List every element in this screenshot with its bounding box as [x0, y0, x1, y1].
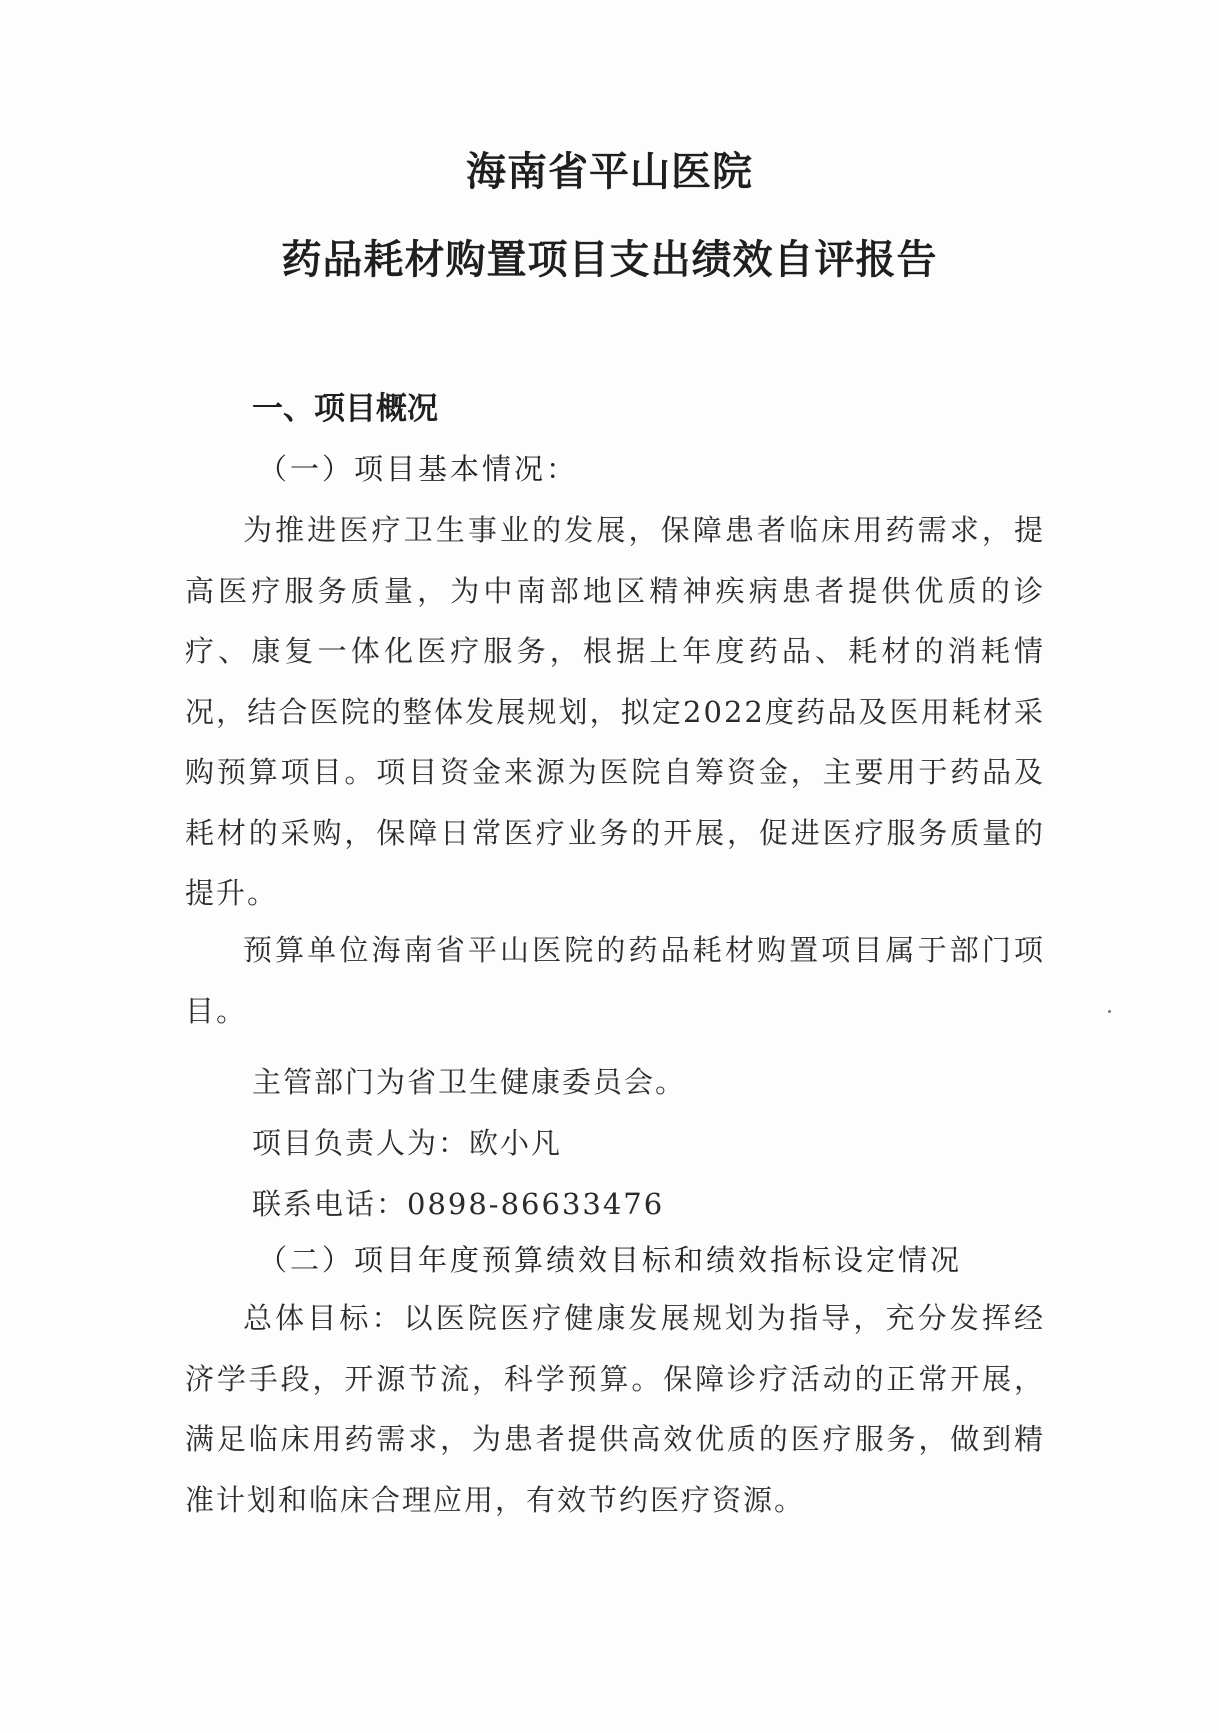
document-subtitle: 药品耗材购置项目支出绩效自评报告	[281, 237, 938, 283]
subsection-heading-performance-goals: （二）项目年度预算绩效目标和绩效指标设定情况	[258, 1243, 963, 1277]
paragraph-budget-unit: 预算单位海南省平山医院的药品耗材购置项目属于部门项目。	[185, 933, 1045, 1028]
text-project-responsible: 项目负责人为：欧小凡	[252, 1126, 563, 1160]
document-title: 海南省平山医院	[466, 149, 753, 195]
scan-speck	[1108, 1010, 1111, 1013]
subsection-heading-basic-info: （一）项目基本情况：	[258, 452, 579, 486]
text-supervising-department: 主管部门为省卫生健康委员会。	[252, 1065, 687, 1099]
text-contact-phone: 联系电话：0898-86633476	[252, 1187, 665, 1221]
paragraph-project-background: 为推进医疗卫生事业的发展，保障患者临床用药需求，提高医疗服务质量，为中南部地区精神疾病患者提供优质的诊疗、康复一体化医疗服务，根据上年度药品、耗材的消耗情况，结合医院的整体发展规划，拟定2022度药品及医用耗材采购预算项目。项目资金来源为医院自筹资金，主要用于药品及耗材的采购，保障日常医疗业务的开展，促进医疗服务质量的提升。	[185, 513, 1045, 910]
paragraph-overall-goal: 总体目标：以医院医疗健康发展规划为指导，充分发挥经济学手段，开源节流，科学预算。保障诊疗活动的正常开展，满足临床用药需求，为患者提供高效优质的医疗服务，做到精准计划和临床合理应用，有效节约医疗资源。	[185, 1301, 1045, 1517]
section-heading-overview: 一、项目概况	[252, 391, 438, 427]
